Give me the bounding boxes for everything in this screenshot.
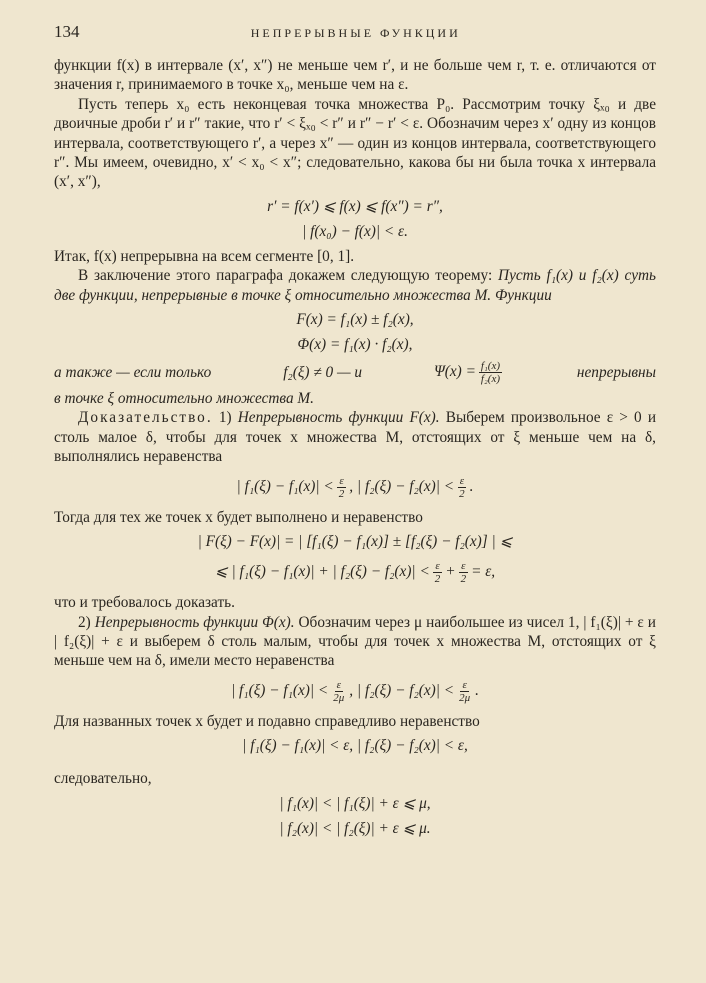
formula-7	[54, 560, 656, 585]
numerator: ε	[339, 474, 344, 487]
theorem-part-c	[434, 360, 505, 385]
fraction-eps-half-1	[337, 475, 347, 500]
fraction-denominator: f₂(x)	[480, 373, 500, 386]
theorem-statement-2	[54, 360, 656, 385]
denominator: 2μ	[459, 691, 471, 704]
proof-step-title: Непрерывность функции F(x).	[237, 409, 440, 427]
fraction-eps-2mu-2	[457, 679, 472, 704]
paragraph-7: что и требовалось доказать.	[54, 594, 235, 612]
equals-eps: = ε,	[471, 563, 496, 581]
fraction-eps-2mu-1	[331, 679, 346, 704]
inequality-4: , | f₂(ξ) − f₂(x)| <	[349, 681, 455, 699]
formula-3: F(x) = f₁(x) ± f₂(x),	[296, 311, 414, 329]
theorem-statement-1: Пусть f₁(x) и f₂(x) суть две функции, непрерывные в точке ξ относительно множества M. Функции	[54, 267, 656, 304]
theorem-part-d: непрерывны	[576, 363, 656, 381]
formula-1: r′ = f(x′) ⩽ f(x) ⩽ f(x″) = r″,	[267, 197, 443, 215]
plus-sign: +	[445, 563, 456, 581]
psi-def: Ψ(x) =	[434, 363, 476, 381]
numerator: ε	[461, 560, 466, 573]
formula-8	[54, 679, 656, 704]
formula-6: | F(ξ) − F(x)| = | [f₁(ξ) − f₁(x)] ± [f₂(ξ) − f₂(x)] | ⩽	[197, 533, 513, 551]
numerator: ε	[462, 678, 467, 691]
fraction-eps-half-4	[459, 560, 469, 585]
proof-step-title-2: Непрерывность функции Φ(x).	[94, 613, 295, 631]
proof-step-text-2: Обозначим через μ наибольшее из чисел 1, | f₁(ξ)| + ε и | f₂(ξ)| + ε и выберем δ столь малым, чтобы для точек x множества M, отстоящих от ξ меньше чем на δ, имели место неравенства	[54, 613, 656, 670]
page-header	[54, 22, 656, 42]
sum-inequality: ⩽ | f₁(ξ) − f₁(x)| + | f₂(ξ) − f₂(x)| <	[214, 563, 430, 581]
formula-10: | f₁(x)| < | f₁(ξ)| + ε ⩽ μ,	[279, 794, 431, 812]
period: .	[475, 681, 479, 699]
paragraph-1: функции f(x) в интервале (x′, x″) не меньше чем r′, и не больше чем r, т. е. отличаются от значения r, принимаемого в точке x₀, меньше чем на ε.	[54, 57, 656, 94]
theorem-end: в точке ξ относительно множества M.	[54, 390, 314, 408]
theorem-part-a: а также — если только	[54, 363, 212, 381]
proof-paragraph-2	[54, 613, 656, 671]
formula-2: | f(x₀) − f(x)| < ε.	[302, 222, 408, 240]
proof-step-number-2: 2)	[78, 613, 91, 631]
formula-9: | f₁(ξ) − f₁(x)| < ε, | f₂(ξ) − f₂(x)| < ε,	[242, 737, 468, 755]
paragraph-3: Итак, f(x) непрерывна на всем сегменте [0, 1].	[54, 247, 355, 265]
denominator: 2	[459, 487, 465, 500]
paragraph-9: Для названных точек x будет и подавно справедливо неравенство	[54, 712, 480, 730]
period: .	[469, 477, 474, 495]
numerator: ε	[435, 560, 440, 573]
theorem-statement-3	[54, 389, 656, 408]
inequality-3: | f₁(ξ) − f₁(x)| <	[231, 681, 329, 699]
formula-11: | f₂(x)| < | f₂(ξ)| + ε ⩽ μ.	[279, 819, 431, 837]
fraction-eps-half-3	[433, 560, 443, 585]
formula-5	[54, 475, 656, 500]
page-number: 134	[54, 22, 80, 41]
theorem-part-b: f₂(ξ) ≠ 0 — и	[283, 363, 363, 381]
proof-step-text: Выберем произвольное ε > 0 и столь малое δ, чтобы для точек x множества M, отстоящих от ξ меньше чем на δ, выполнялись неравенства	[54, 409, 657, 466]
paragraph-4	[54, 266, 656, 305]
formula-4: Φ(x) = f₁(x) · f₂(x),	[297, 336, 413, 354]
paragraph-6: Тогда для тех же точек x будет выполнено и неравенство	[54, 508, 423, 526]
inequality-2: , | f₂(ξ) − f₂(x)| <	[349, 477, 455, 495]
theorem-intro: В заключение этого параграфа докажем следующую теорему:	[78, 267, 493, 285]
running-title: НЕПРЕРЫВНЫЕ ФУНКЦИИ	[250, 26, 461, 40]
denominator: 2	[434, 573, 441, 586]
fraction-numerator: f₁(x)	[480, 360, 500, 373]
spacer	[54, 761, 656, 769]
denominator: 2μ	[333, 691, 345, 704]
denominator: 2	[338, 487, 345, 500]
quotient-fraction	[479, 360, 502, 385]
fraction-eps-half-2	[457, 475, 467, 500]
paragraph-10: следовательно,	[54, 770, 152, 788]
inequality-1: | f₁(ξ) − f₁(x)| <	[236, 477, 334, 495]
numerator: ε	[459, 474, 465, 487]
proof-label: Доказательство.	[78, 409, 213, 427]
numerator: ε	[336, 678, 341, 691]
paragraph-2: Пусть теперь x₀ есть неконцевая точка множества P₀. Рассмотрим точку ξₓ₀ и две двоичные дроби r′ и r″ такие, что r′ < ξₓ₀ < r″ и r″ − r′ < ε. Обозначим через x′ одну из концов интервала, соответствующего r′, а через x″ — один из концов интервала, соответствующего r″. Мы имеем, очевидно, x′ < x₀ < x″; следовательно, какова бы ни была точка x интервала (x′, x″),	[54, 95, 656, 191]
denominator: 2	[460, 573, 467, 586]
proof-step-number: 1)	[218, 409, 232, 427]
proof-paragraph-1	[54, 408, 656, 466]
